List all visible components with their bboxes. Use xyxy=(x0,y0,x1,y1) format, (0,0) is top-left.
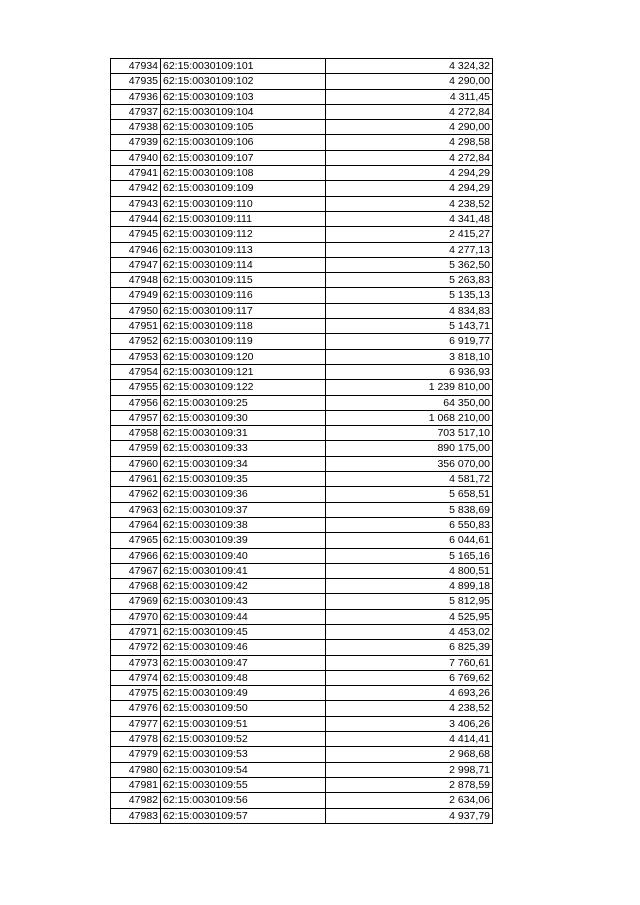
table-row xyxy=(111,502,493,517)
row-number-cell: 47974 xyxy=(111,670,161,685)
value-cell: 4 341,48 xyxy=(326,211,493,226)
cadastral-number-cell: 62:15:0030109:109 xyxy=(161,181,326,196)
cadastral-number-cell: 62:15:0030109:110 xyxy=(161,196,326,211)
value-cell: 4 525,95 xyxy=(326,609,493,624)
table-row xyxy=(111,380,493,395)
row-number-cell: 47945 xyxy=(111,227,161,242)
row-number-cell: 47958 xyxy=(111,426,161,441)
value-cell: 6 550,83 xyxy=(326,517,493,532)
value-cell: 5 658,51 xyxy=(326,487,493,502)
table-row xyxy=(111,303,493,318)
value-cell: 5 838,69 xyxy=(326,502,493,517)
row-number-cell: 47935 xyxy=(111,74,161,89)
table-row xyxy=(111,533,493,548)
table-row xyxy=(111,410,493,425)
value-cell: 6 936,93 xyxy=(326,364,493,379)
row-number-cell: 47982 xyxy=(111,793,161,808)
value-cell: 4 937,79 xyxy=(326,808,493,823)
value-cell: 4 453,02 xyxy=(326,624,493,639)
value-cell: 4 272,84 xyxy=(326,150,493,165)
cadastral-number-cell: 62:15:0030109:39 xyxy=(161,533,326,548)
table-row xyxy=(111,211,493,226)
row-number-cell: 47943 xyxy=(111,196,161,211)
cadastral-value-table xyxy=(110,58,493,824)
value-cell: 2 998,71 xyxy=(326,762,493,777)
table-row xyxy=(111,150,493,165)
row-number-cell: 47970 xyxy=(111,609,161,624)
cadastral-number-cell: 62:15:0030109:53 xyxy=(161,747,326,762)
row-number-cell: 47981 xyxy=(111,777,161,792)
row-number-cell: 47950 xyxy=(111,303,161,318)
row-number-cell: 47975 xyxy=(111,686,161,701)
table-row xyxy=(111,135,493,150)
row-number-cell: 47939 xyxy=(111,135,161,150)
table-row xyxy=(111,227,493,242)
row-number-cell: 47968 xyxy=(111,579,161,594)
value-cell: 4 238,52 xyxy=(326,196,493,211)
value-cell: 4 272,84 xyxy=(326,104,493,119)
cadastral-number-cell: 62:15:0030109:31 xyxy=(161,426,326,441)
value-cell: 4 581,72 xyxy=(326,472,493,487)
value-cell: 4 311,45 xyxy=(326,89,493,104)
cadastral-number-cell: 62:15:0030109:56 xyxy=(161,793,326,808)
row-number-cell: 47948 xyxy=(111,273,161,288)
table-row xyxy=(111,808,493,823)
cadastral-number-cell: 62:15:0030109:104 xyxy=(161,104,326,119)
cadastral-number-cell: 62:15:0030109:44 xyxy=(161,609,326,624)
table-row xyxy=(111,441,493,456)
row-number-cell: 47977 xyxy=(111,716,161,731)
row-number-cell: 47938 xyxy=(111,120,161,135)
table-row xyxy=(111,257,493,272)
table-row xyxy=(111,655,493,670)
table-row xyxy=(111,181,493,196)
row-number-cell: 47979 xyxy=(111,747,161,762)
cadastral-number-cell: 62:15:0030109:54 xyxy=(161,762,326,777)
row-number-cell: 47967 xyxy=(111,563,161,578)
table-row xyxy=(111,472,493,487)
table-row xyxy=(111,89,493,104)
cadastral-number-cell: 62:15:0030109:30 xyxy=(161,410,326,425)
value-cell: 4 298,58 xyxy=(326,135,493,150)
row-number-cell: 47934 xyxy=(111,59,161,74)
cadastral-number-cell: 62:15:0030109:38 xyxy=(161,517,326,532)
value-cell: 4 693,26 xyxy=(326,686,493,701)
value-cell: 2 415,27 xyxy=(326,227,493,242)
table-row xyxy=(111,594,493,609)
cadastral-number-cell: 62:15:0030109:121 xyxy=(161,364,326,379)
value-cell: 5 812,95 xyxy=(326,594,493,609)
cadastral-number-cell: 62:15:0030109:114 xyxy=(161,257,326,272)
cadastral-number-cell: 62:15:0030109:33 xyxy=(161,441,326,456)
table-row xyxy=(111,762,493,777)
cadastral-number-cell: 62:15:0030109:36 xyxy=(161,487,326,502)
row-number-cell: 47961 xyxy=(111,472,161,487)
table-row xyxy=(111,624,493,639)
table-row xyxy=(111,640,493,655)
value-cell: 2 634,06 xyxy=(326,793,493,808)
cadastral-number-cell: 62:15:0030109:117 xyxy=(161,303,326,318)
value-cell: 5 362,50 xyxy=(326,257,493,272)
table-row xyxy=(111,426,493,441)
row-number-cell: 47936 xyxy=(111,89,161,104)
row-number-cell: 47956 xyxy=(111,395,161,410)
cadastral-number-cell: 62:15:0030109:105 xyxy=(161,120,326,135)
row-number-cell: 47944 xyxy=(111,211,161,226)
value-cell: 5 263,83 xyxy=(326,273,493,288)
cadastral-number-cell: 62:15:0030109:122 xyxy=(161,380,326,395)
value-cell: 6 044,61 xyxy=(326,533,493,548)
cadastral-number-cell: 62:15:0030109:102 xyxy=(161,74,326,89)
table-row xyxy=(111,120,493,135)
table-row xyxy=(111,579,493,594)
cadastral-number-cell: 62:15:0030109:37 xyxy=(161,502,326,517)
cadastral-number-cell: 62:15:0030109:115 xyxy=(161,273,326,288)
cadastral-number-cell: 62:15:0030109:111 xyxy=(161,211,326,226)
cadastral-value-table-container xyxy=(110,58,493,824)
row-number-cell: 47976 xyxy=(111,701,161,716)
value-cell: 3 406,26 xyxy=(326,716,493,731)
cadastral-number-cell: 62:15:0030109:47 xyxy=(161,655,326,670)
row-number-cell: 47947 xyxy=(111,257,161,272)
cadastral-number-cell: 62:15:0030109:48 xyxy=(161,670,326,685)
cadastral-number-cell: 62:15:0030109:34 xyxy=(161,456,326,471)
row-number-cell: 47973 xyxy=(111,655,161,670)
table-row xyxy=(111,732,493,747)
table-row xyxy=(111,104,493,119)
cadastral-number-cell: 62:15:0030109:35 xyxy=(161,472,326,487)
value-cell: 6 919,77 xyxy=(326,334,493,349)
cadastral-number-cell: 62:15:0030109:42 xyxy=(161,579,326,594)
table-row xyxy=(111,288,493,303)
cadastral-number-cell: 62:15:0030109:45 xyxy=(161,624,326,639)
table-row xyxy=(111,196,493,211)
row-number-cell: 47971 xyxy=(111,624,161,639)
table-row xyxy=(111,319,493,334)
row-number-cell: 47949 xyxy=(111,288,161,303)
cadastral-number-cell: 62:15:0030109:112 xyxy=(161,227,326,242)
table-row xyxy=(111,609,493,624)
row-number-cell: 47972 xyxy=(111,640,161,655)
cadastral-number-cell: 62:15:0030109:49 xyxy=(161,686,326,701)
cadastral-number-cell: 62:15:0030109:120 xyxy=(161,349,326,364)
table-row xyxy=(111,548,493,563)
value-cell: 5 135,13 xyxy=(326,288,493,303)
value-cell: 7 760,61 xyxy=(326,655,493,670)
value-cell: 6 769,62 xyxy=(326,670,493,685)
value-cell: 4 277,13 xyxy=(326,242,493,257)
value-cell: 6 825,39 xyxy=(326,640,493,655)
row-number-cell: 47953 xyxy=(111,349,161,364)
row-number-cell: 47983 xyxy=(111,808,161,823)
table-row xyxy=(111,517,493,532)
value-cell: 64 350,00 xyxy=(326,395,493,410)
table-row xyxy=(111,670,493,685)
value-cell: 4 290,00 xyxy=(326,74,493,89)
cadastral-number-cell: 62:15:0030109:118 xyxy=(161,319,326,334)
row-number-cell: 47960 xyxy=(111,456,161,471)
table-row xyxy=(111,349,493,364)
cadastral-number-cell: 62:15:0030109:103 xyxy=(161,89,326,104)
cadastral-number-cell: 62:15:0030109:40 xyxy=(161,548,326,563)
value-cell: 4 294,29 xyxy=(326,181,493,196)
value-cell: 3 818,10 xyxy=(326,349,493,364)
table-row xyxy=(111,456,493,471)
table-row xyxy=(111,747,493,762)
table-row xyxy=(111,777,493,792)
cadastral-number-cell: 62:15:0030109:119 xyxy=(161,334,326,349)
value-cell: 4 290,00 xyxy=(326,120,493,135)
table-row xyxy=(111,395,493,410)
cadastral-number-cell: 62:15:0030109:41 xyxy=(161,563,326,578)
table-row xyxy=(111,563,493,578)
table-row xyxy=(111,487,493,502)
cadastral-number-cell: 62:15:0030109:101 xyxy=(161,59,326,74)
table-row xyxy=(111,716,493,731)
row-number-cell: 47959 xyxy=(111,441,161,456)
row-number-cell: 47963 xyxy=(111,502,161,517)
table-row xyxy=(111,74,493,89)
table-row xyxy=(111,793,493,808)
cadastral-number-cell: 62:15:0030109:106 xyxy=(161,135,326,150)
row-number-cell: 47965 xyxy=(111,533,161,548)
row-number-cell: 47951 xyxy=(111,319,161,334)
row-number-cell: 47940 xyxy=(111,150,161,165)
table-row xyxy=(111,59,493,74)
table-row xyxy=(111,273,493,288)
row-number-cell: 47954 xyxy=(111,364,161,379)
table-body xyxy=(111,59,493,824)
value-cell: 890 175,00 xyxy=(326,441,493,456)
table-row xyxy=(111,242,493,257)
value-cell: 5 143,71 xyxy=(326,319,493,334)
table-row xyxy=(111,334,493,349)
cadastral-number-cell: 62:15:0030109:107 xyxy=(161,150,326,165)
value-cell: 1 068 210,00 xyxy=(326,410,493,425)
value-cell: 4 899,18 xyxy=(326,579,493,594)
cadastral-number-cell: 62:15:0030109:55 xyxy=(161,777,326,792)
value-cell: 703 517,10 xyxy=(326,426,493,441)
value-cell: 4 324,32 xyxy=(326,59,493,74)
cadastral-number-cell: 62:15:0030109:113 xyxy=(161,242,326,257)
row-number-cell: 47962 xyxy=(111,487,161,502)
row-number-cell: 47980 xyxy=(111,762,161,777)
table-row xyxy=(111,166,493,181)
row-number-cell: 47946 xyxy=(111,242,161,257)
cadastral-number-cell: 62:15:0030109:51 xyxy=(161,716,326,731)
row-number-cell: 47942 xyxy=(111,181,161,196)
cadastral-number-cell: 62:15:0030109:43 xyxy=(161,594,326,609)
table-row xyxy=(111,701,493,716)
cadastral-number-cell: 62:15:0030109:57 xyxy=(161,808,326,823)
value-cell: 5 165,16 xyxy=(326,548,493,563)
value-cell: 4 800,51 xyxy=(326,563,493,578)
row-number-cell: 47957 xyxy=(111,410,161,425)
row-number-cell: 47955 xyxy=(111,380,161,395)
table-row xyxy=(111,686,493,701)
row-number-cell: 47941 xyxy=(111,166,161,181)
value-cell: 4 834,83 xyxy=(326,303,493,318)
cadastral-number-cell: 62:15:0030109:46 xyxy=(161,640,326,655)
cadastral-number-cell: 62:15:0030109:50 xyxy=(161,701,326,716)
cadastral-number-cell: 62:15:0030109:25 xyxy=(161,395,326,410)
value-cell: 4 294,29 xyxy=(326,166,493,181)
row-number-cell: 47964 xyxy=(111,517,161,532)
value-cell: 1 239 810,00 xyxy=(326,380,493,395)
value-cell: 356 070,00 xyxy=(326,456,493,471)
cadastral-number-cell: 62:15:0030109:52 xyxy=(161,732,326,747)
cadastral-number-cell: 62:15:0030109:108 xyxy=(161,166,326,181)
value-cell: 2 878,59 xyxy=(326,777,493,792)
row-number-cell: 47952 xyxy=(111,334,161,349)
value-cell: 4 414,41 xyxy=(326,732,493,747)
row-number-cell: 47966 xyxy=(111,548,161,563)
value-cell: 2 968,68 xyxy=(326,747,493,762)
row-number-cell: 47969 xyxy=(111,594,161,609)
cadastral-number-cell: 62:15:0030109:116 xyxy=(161,288,326,303)
row-number-cell: 47978 xyxy=(111,732,161,747)
value-cell: 4 238,52 xyxy=(326,701,493,716)
table-row xyxy=(111,364,493,379)
row-number-cell: 47937 xyxy=(111,104,161,119)
